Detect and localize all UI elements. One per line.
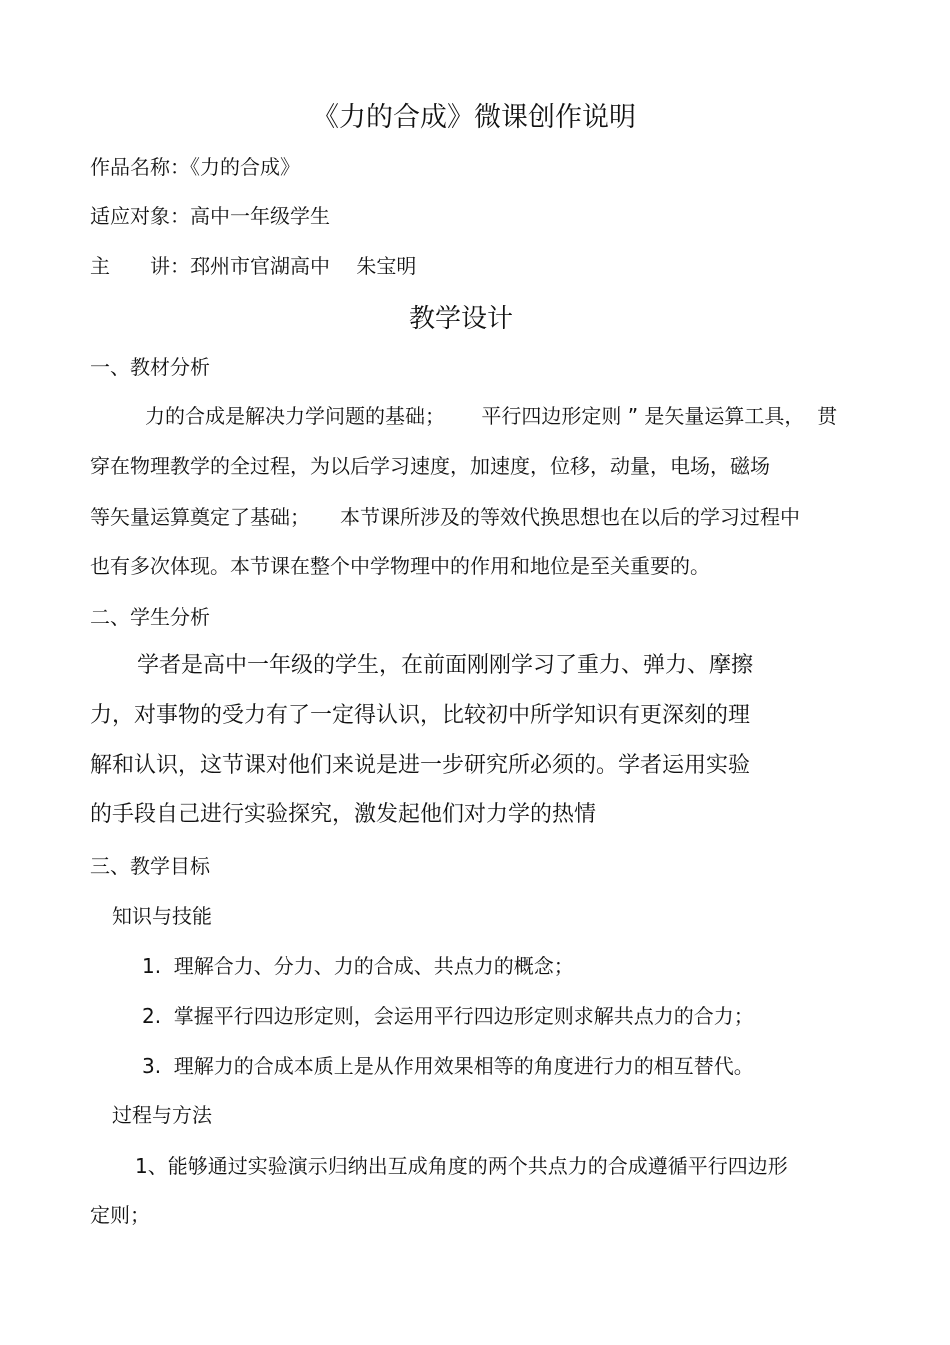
subheading-process-methods: 过程与方法 <box>112 1103 212 1127</box>
paragraph-line: 等矢量运算奠定了基础； 本节课所涉及的等效代换思想也在以后的学习过程中 <box>90 505 800 529</box>
subheading-knowledge-skills: 知识与技能 <box>112 904 212 928</box>
paragraph-line: 学者是高中一年级的学生，在前面刚刚学习了重力、弹力、摩擦 <box>137 653 754 678</box>
paragraph-line: 解和认识，这节课对他们来说是进一步研究所必须的。学者运用实验 <box>90 753 751 778</box>
list-item: 3. 理解力的合成本质上是从作用效果相等的角度进行力的相互替代。 <box>142 1054 754 1078</box>
work-name-line: 作品名称：《力的合成》 <box>90 155 300 179</box>
lecturer-line: 主 讲：邳州市官湖高中 朱宝明 <box>90 254 417 278</box>
list-item-continuation: 定则； <box>90 1203 150 1227</box>
paragraph-line: 也有多次体现。本节课在整个中学物理中的作用和地位是至关重要的。 <box>90 554 710 578</box>
list-item: 1. 理解合力、分力、力的合成、共点力的概念； <box>142 954 574 978</box>
section-title: 教学设计 <box>409 304 514 334</box>
page-title: 《力的合成》微课创作说明 <box>312 102 636 133</box>
paragraph-line: 力，对事物的受力有了一定得认识，比较初中所学知识有更深刻的理 <box>90 703 751 728</box>
list-item: 1、能够通过实验演示归纳出互成角度的两个共点力的合成遵循平行四边形 <box>135 1154 788 1178</box>
section-heading-materials: 一、教材分析 <box>90 355 210 379</box>
section-heading-objectives: 三、教学目标 <box>90 854 210 878</box>
paragraph-line: 的手段自己进行实验探究，激发起他们对力学的热情 <box>90 802 597 827</box>
list-item: 2. 掌握平行四边形定则，会运用平行四边形定则求解共点力的合力； <box>142 1004 754 1028</box>
section-heading-students: 二、学生分析 <box>90 605 210 629</box>
audience-line: 适应对象：高中一年级学生 <box>90 204 330 228</box>
paragraph-line: 力的合成是解决力学问题的基础； 平行四边形定则 ” 是矢量运算工具， 贯 <box>145 404 838 428</box>
paragraph-line: 穿在物理教学的全过程，为以后学习速度，加速度，位移，动量，电场，磁场 <box>90 454 770 478</box>
